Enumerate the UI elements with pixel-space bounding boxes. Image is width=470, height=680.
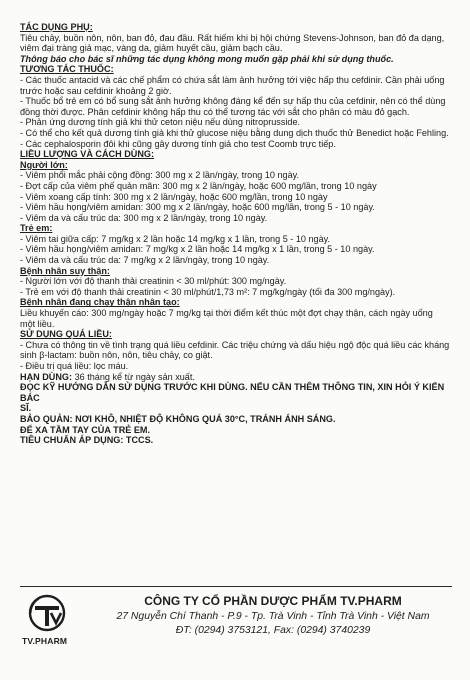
interaction-line: trước hoặc sau cefdinir khoảng 2 giờ. xyxy=(20,85,172,96)
overdose-line: sinh β-lactam: buồn nôn, nôn, tiêu chảy, co giật. xyxy=(20,350,213,361)
children-heading: Trẻ em: xyxy=(20,223,53,234)
interaction-line: đồng thời được. Phân cefdinir không hấp thu có thể tương tác với sắt cho phân có màu đỏ gạch. xyxy=(20,106,410,117)
child-dose-line: - Viêm da và cấu trúc da: 7 mg/kg x 2 lần/ngày, trong 10 ngày. xyxy=(20,255,270,266)
company-phone: ĐT: (0294) 3753121, Fax: (0294) 3740239 xyxy=(175,625,371,636)
child-dose-line: - Viêm tai giữa cấp: 7 mg/kg x 2 lần hoặc 14 mg/kg x 1 lần, trong 5 - 10 ngày. xyxy=(20,233,331,244)
children-warning-line: ĐỂ XA TẦM TAY CỦA TRẺ EM. xyxy=(20,424,151,435)
advice-line: SĨ. xyxy=(20,403,32,414)
interaction-line: - Thuốc bổ trẻ em có bổ sung sắt ảnh hưởng không đáng kể đến sự hấp thu của cefdinir, nên có thể dùng xyxy=(20,96,446,107)
company-info xyxy=(98,593,448,638)
overdose-heading: SỬ DỤNG QUÁ LIỀU: xyxy=(20,329,112,340)
dosage-heading: LIỀU LƯỢNG VÀ CÁCH DÙNG: xyxy=(20,149,155,160)
side-effects-notice: Thông báo cho bác sĩ những tác dụng không mong muốn gặp phải khi sử dụng thuốc. xyxy=(20,53,394,64)
storage-line: BẢO QUẢN: NƠI KHÔ, NHIỆT ĐỘ KHÔNG QUÁ 30°C, TRÁNH ÁNH SÁNG. xyxy=(20,413,336,424)
shelf-life-label: HẠN DÙNG: xyxy=(20,371,73,382)
renal-dose-line: - Trẻ em với độ thanh thải creatinin < 30 ml/phút/1,73 m²: 7 mg/kg/ngày (tối đa 300 mg/ngày). xyxy=(20,286,396,297)
interaction-line: - Có thể cho kết quả dương tính giả khi thử glucose niệu bằng dung dịch thuốc thử Benedict hoặc Fehling. xyxy=(20,127,449,138)
interaction-line: - Các thuốc antacid và các chế phẩm có chứa sắt làm ảnh hưởng tới việc hấp thu cefdinir. Cần phải uống xyxy=(20,74,445,85)
overdose-line: - Chưa có thông tin về tình trạng quá liều cefdinir. Các triệu chứng và dấu hiệu ngộ độc quá liều các kháng xyxy=(20,339,450,350)
standard-line: TIÊU CHUẨN ÁP DỤNG: TCCS. xyxy=(20,435,154,446)
company-address: 27 Nguyễn Chí Thanh - P.9 - Tp. Trà Vinh - Tỉnh Trà Vinh - Việt Nam xyxy=(116,611,430,622)
renal-heading: Bệnh nhân suy thận: xyxy=(20,265,110,276)
dialysis-dose-line: Liều khuyến cáo: 300 mg/ngày hoặc 7 mg/kg tại thời điểm kết thúc một đợt chạy thận, cách ngày uống xyxy=(20,308,433,319)
company-footer xyxy=(20,593,450,645)
side-effects-line: viêm đại tràng giả mạc, vàng da, giảm huyết cầu, giảm bạch cầu. xyxy=(20,43,283,54)
adult-dose-line: - Viêm phổi mắc phải cộng đồng: 300 mg x 2 lần/ngày, trong 10 ngày. xyxy=(20,170,300,181)
shelf-life-value: 36 tháng kể từ ngày sản xuất. xyxy=(72,371,195,382)
interactions-heading: TƯƠNG TÁC THUỐC: xyxy=(20,64,114,75)
dialysis-heading: Bệnh nhân đang chạy thận nhân tạo: xyxy=(20,297,180,308)
adult-dose-line: - Viêm hầu họng/viêm amidan: 300 mg x 2 lần/ngày, hoặc 600 mg/lần, trong 5 - 10 ngày. xyxy=(20,202,375,213)
adult-dose-line: - Đợt cấp của viêm phế quản mãn: 300 mg x 2 lần/ngày, hoặc 600 mg/lần, trong 10 ngày xyxy=(20,180,377,191)
advice-line: ĐỌC KỸ HƯỚNG DẪN SỬ DỤNG TRƯỚC KHI DÙNG. NẾU CẦN THÊM THÔNG TIN, XIN HỎI Ý KIẾN BÁC xyxy=(20,382,445,403)
child-dose-line: - Viêm hầu họng/viêm amidan: 7 mg/kg x 2 lần hoặc 14 mg/kg x 1 lần, trong 5 - 10 ngày. xyxy=(20,244,375,255)
adults-heading: Người lớn: xyxy=(20,159,68,170)
interaction-line: - Các cephalosporin đôi khi cũng gây dương tính giả cho test Coomb trực tiếp. xyxy=(20,138,336,149)
logo-text: TV.PHARM xyxy=(22,636,68,646)
side-effects-heading: TÁC DỤNG PHỤ: xyxy=(20,22,93,32)
side-effects-line: Tiêu chảy, buồn nôn, nôn, ban đỏ, đau đầu. Rất hiếm khi bị hội chứng Stevens-Johnson, ban đỏ đa dạng, xyxy=(20,32,445,43)
adult-dose-line: - Viêm da và cấu trúc da: 300 mg x 2 lần/ngày, trong 10 ngày. xyxy=(20,212,268,223)
dialysis-dose-line: một liều. xyxy=(20,318,55,329)
adult-dose-line: - Viêm xoang cấp tính: 300 mg x 2 lần/ngày, hoặc 600 mg/lần, trong 10 ngày xyxy=(20,191,328,202)
renal-dose-line: - Người lớn với độ thanh thải creatinin < 30 ml/phút: 300 mg/ngày. xyxy=(20,276,287,287)
shelf-life xyxy=(20,372,458,383)
footer-divider xyxy=(20,586,452,587)
company-name: CÔNG TY CỔ PHẦN DƯỢC PHẨM TV.PHARM xyxy=(144,594,402,608)
interaction-line: - Phản ứng dương tính giả khi thử ceton niệu nếu dùng nitroprusside. xyxy=(20,117,301,128)
overdose-line: - Điều trị quá liều: lọc máu. xyxy=(20,361,129,371)
